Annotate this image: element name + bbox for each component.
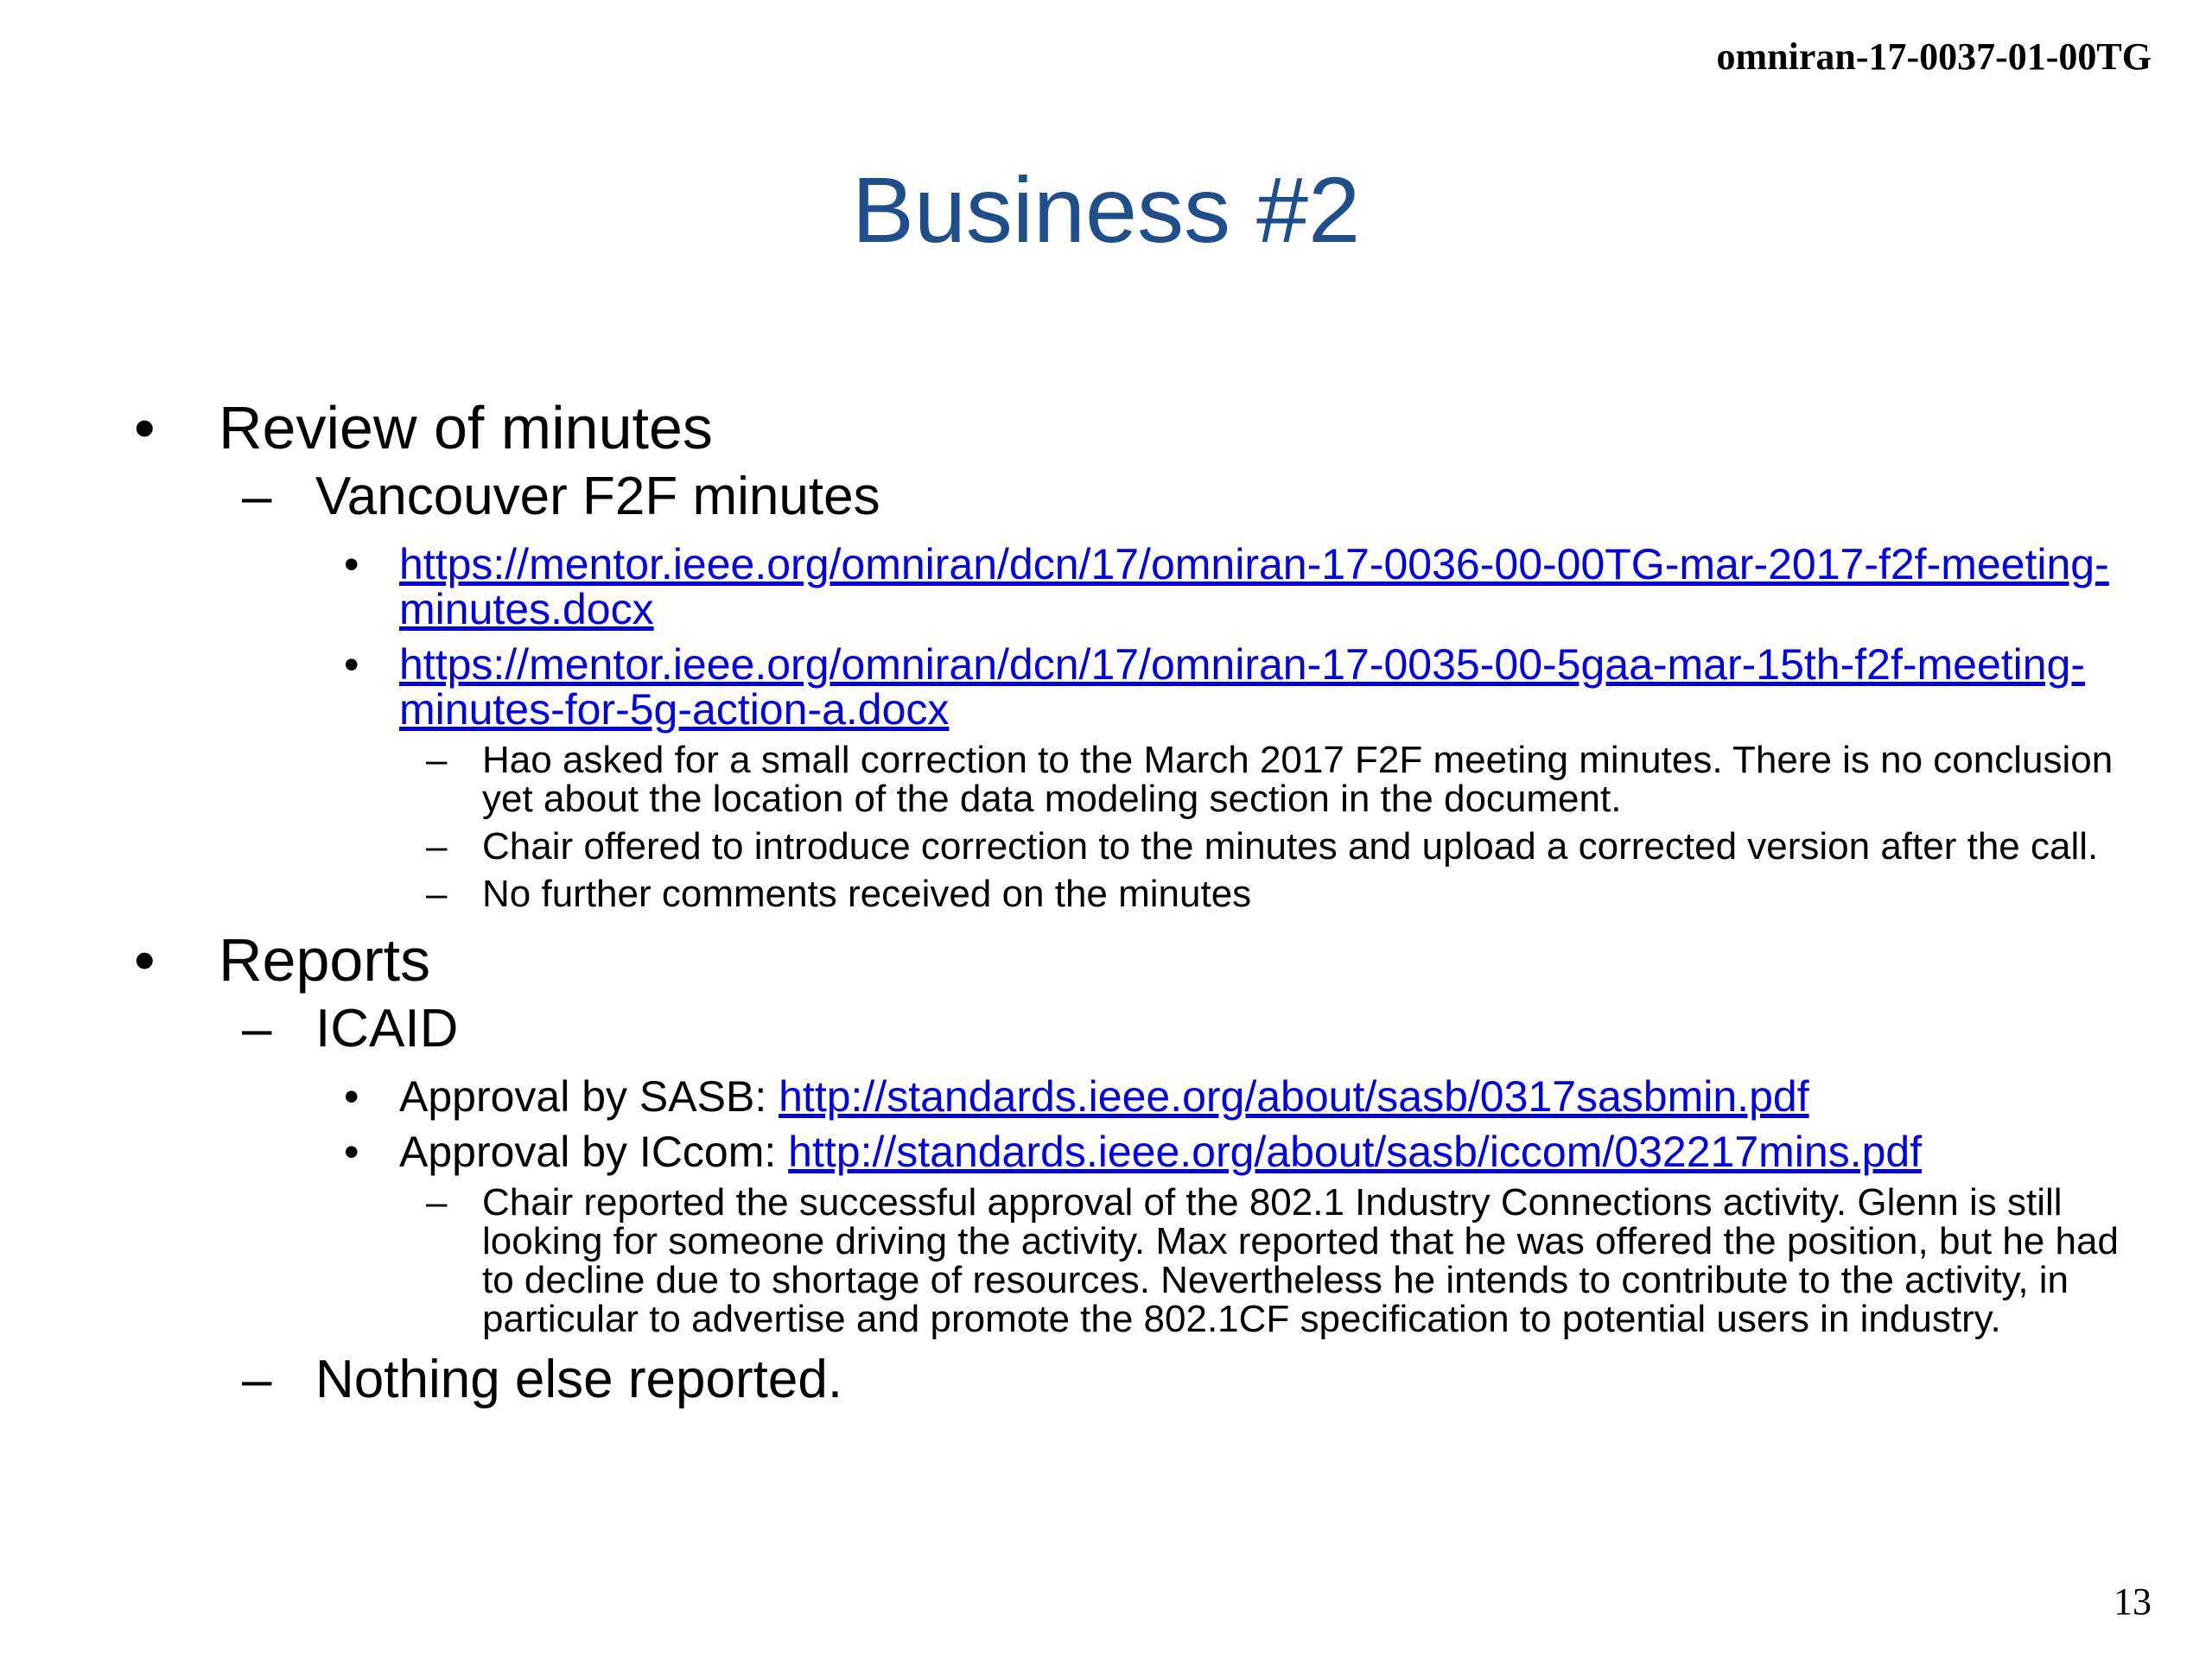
bullet-reports (0, 925, 2212, 995)
link-item-tg-minutes (0, 542, 2212, 632)
dash-marker: – (426, 825, 448, 868)
bullet-marker: • (344, 540, 359, 588)
dash-marker: – (426, 739, 448, 781)
dash-marker: – (426, 873, 448, 915)
bullet-marker: • (344, 640, 359, 689)
bullet-marker: • (344, 1128, 359, 1176)
note-item (0, 827, 2212, 866)
note-text: Chair reported the successful approval of the 802.1 Industry Connections activity. Glenn is still looking for someone driving the activity. Max reported that he was offered the position, but he had to decline due to shortage of resources. Nevertheless he intends to contribute to the activity, in particular to advertise and promote the 802.1CF specification to potential users in industry. (482, 1181, 2119, 1340)
note-text: No further comments received on the minutes (482, 873, 1252, 915)
bullet-marker: • (134, 926, 156, 994)
subbullet-label: ICAID (315, 999, 459, 1058)
subbullet-nothing-else (0, 1345, 2212, 1414)
bullet-label: Reports (219, 926, 431, 994)
subbullet-label: Vancouver F2F minutes (315, 467, 880, 526)
bullet-marker: • (134, 394, 156, 461)
bullet-review-of-minutes (0, 393, 2212, 462)
dash-marker: – (242, 1350, 272, 1409)
approval-iccom-prefix: Approval by ICcom: (399, 1128, 789, 1176)
note-text: Chair offered to introduce correction to the minutes and upload a corrected version after the call. (482, 825, 2099, 868)
approval-sasb-item (0, 1074, 2212, 1119)
sasb-minutes-link[interactable]: http://standards.ieee.org/about/sasb/0317sasbmin.pdf (779, 1072, 1809, 1121)
approval-sasb-prefix: Approval by SASB: (399, 1072, 779, 1121)
note-item (0, 1183, 2212, 1338)
bullet-marker: • (344, 1072, 359, 1121)
slide-body (0, 393, 2212, 1414)
5gaa-minutes-link[interactable]: https://mentor.ieee.org/omniran/dcn/17/omniran-17-0035-00-5gaa-mar-15th-f2f-meeting-minutes-for-5g-action-a.docx (399, 640, 2086, 734)
note-item (0, 874, 2212, 913)
subbullet-label: Nothing else reported. (315, 1350, 843, 1409)
iccom-minutes-link[interactable]: http://standards.ieee.org/about/sasb/iccom/032217mins.pdf (788, 1128, 1923, 1176)
document-id: omniran-17-0037-01-00TG (1716, 35, 2152, 78)
subbullet-icaid (0, 995, 2212, 1064)
dash-marker: – (426, 1181, 448, 1224)
link-item-5gaa-minutes (0, 642, 2212, 732)
page-number: 13 (2113, 1580, 2152, 1623)
dash-marker: – (242, 999, 272, 1058)
approval-iccom-item (0, 1129, 2212, 1174)
note-text: Hao asked for a small correction to the March 2017 F2F meeting minutes. There is no conclusion yet about the location of the data modeling section in the document. (482, 739, 2113, 820)
note-item (0, 741, 2212, 818)
tg-minutes-link[interactable]: https://mentor.ieee.org/omniran/dcn/17/omniran-17-0036-00-00TG-mar-2017-f2f-meeting-minutes.docx (399, 540, 2109, 633)
bullet-label: Review of minutes (219, 394, 713, 461)
subbullet-vancouver-minutes (0, 462, 2212, 531)
slide-title: Business #2 (851, 157, 1361, 262)
dash-marker: – (242, 467, 272, 526)
